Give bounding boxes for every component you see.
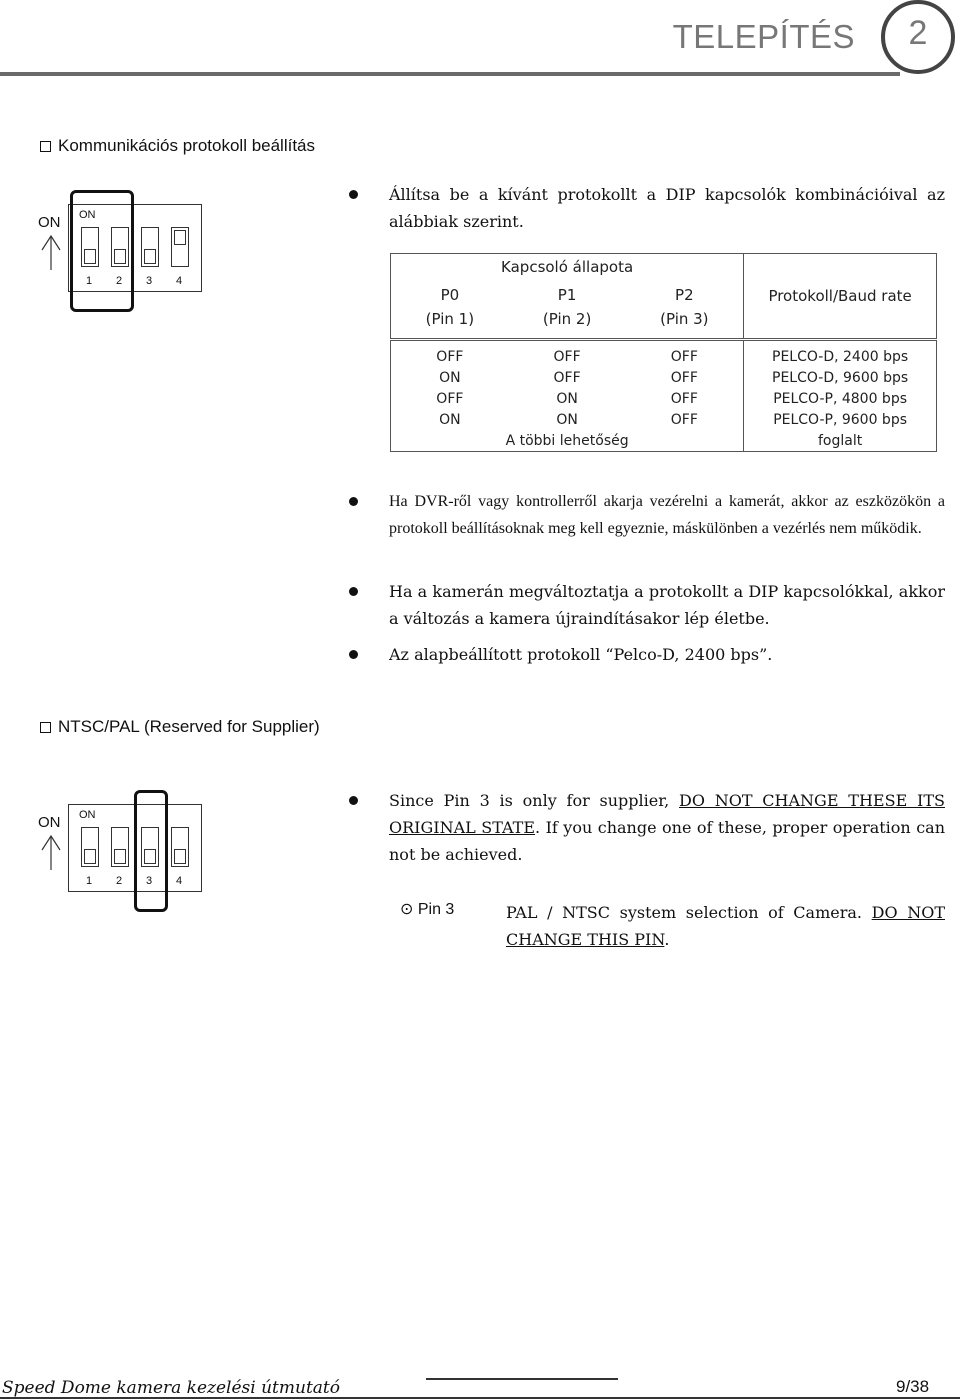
table-cell: OFF — [625, 340, 743, 368]
col-name: P1 — [557, 286, 577, 304]
bullet-item — [389, 578, 945, 632]
col-sub: (Pin 1) — [425, 310, 475, 328]
table-cell: OFF — [391, 340, 509, 368]
table-cell: PELCO-D, 9600 bps — [744, 367, 937, 388]
bullet-icon — [349, 497, 358, 506]
dip-pin-number: 2 — [116, 875, 123, 887]
pin-note-description — [506, 899, 945, 953]
dip-knob-4 — [174, 230, 186, 245]
dip-knob-4 — [174, 849, 186, 864]
table-row — [391, 367, 937, 388]
col-sub: (Pin 2) — [542, 310, 592, 328]
dip-slot-3 — [141, 227, 159, 267]
bullet-text: Ha DVR-ről vagy kontrollerről akarja vezérelni a kamerát, akkor az eszközökön a protokoll beállításoknak meg kell egyeznie, máskülönben a vezérlés nem működik. — [389, 493, 945, 537]
chapter-title: TELEPÍTÉS — [672, 18, 855, 55]
table-cell: PELCO-P, 9600 bps — [744, 409, 937, 430]
target-icon: ⊙ — [400, 901, 414, 918]
dip-on-marker: ON — [79, 809, 96, 821]
table-cell-other-label: A többi lehetőség — [391, 430, 744, 452]
bullet-icon — [349, 796, 358, 805]
chapter-number: 2 — [908, 14, 928, 52]
table-cell: OFF — [625, 409, 743, 430]
pin-note-text: PAL / NTSC system selection of Camera. — [506, 903, 872, 922]
protocol-table — [390, 253, 937, 452]
table-row-other — [391, 430, 937, 452]
section-heading-ntsc-pal — [40, 717, 320, 737]
table-col-header-p2 — [625, 276, 743, 340]
dip-pin-number: 4 — [176, 875, 183, 887]
highlight-frame-pins-1-2 — [70, 190, 134, 312]
col-name: P0 — [440, 286, 460, 304]
table-cell: OFF — [553, 369, 581, 386]
dip-pin-number: 3 — [146, 275, 153, 287]
col-name: P2 — [675, 286, 694, 304]
bullet-text: Ha a kamerán megváltoztatja a protokollt a DIP kapcsolókkal, akkor a változás a kamera újraindításakor lép életbe. — [389, 582, 945, 628]
bullet-icon — [349, 650, 358, 659]
bullet-text: Since Pin 3 is only for supplier, — [389, 791, 679, 810]
bullet-text: Az alapbeállított protokoll “Pelco-D, 2400 bps”. — [389, 645, 773, 664]
table-row — [391, 340, 937, 368]
dip-knob-1 — [84, 849, 96, 864]
dip-slot-4 — [171, 827, 189, 867]
on-direction-label: ON — [38, 814, 61, 831]
bullet-text: Állítsa be a kívánt protokollt a DIP kapcsolók kombinációival az alábbiak szerint. — [389, 185, 945, 231]
bullet-item — [389, 641, 945, 668]
dip-pin-number: 3 — [146, 875, 153, 887]
table-row — [391, 388, 937, 409]
section-heading-text: NTSC/PAL (Reserved for Supplier) — [58, 717, 320, 736]
up-arrow-icon — [40, 834, 62, 872]
dip-switch-diagram-1 — [36, 198, 206, 318]
table-protocol-header: Protokoll/Baud rate — [744, 254, 937, 340]
table-cell: OFF — [391, 388, 509, 409]
dip-pin-number: 2 — [116, 275, 123, 287]
footer-document-title: Speed Dome kamera kezelési útmutató — [2, 1378, 340, 1398]
dip-slot-2 — [111, 827, 129, 867]
up-arrow-icon — [40, 234, 62, 272]
table-cell: ON — [391, 409, 509, 430]
pin-note-pin: Pin 3 — [417, 901, 455, 918]
section-heading-protocol — [40, 136, 315, 156]
bullet-item — [389, 181, 945, 235]
table-cell: OFF — [553, 348, 581, 365]
dip-pin-number: 1 — [86, 875, 93, 887]
dip-switch-diagram-2 — [36, 798, 206, 918]
bullet-icon — [349, 190, 358, 199]
checkbox-icon — [40, 141, 51, 152]
footer-page-number: 9/38 — [896, 1377, 930, 1396]
dip-slot-4 — [171, 227, 189, 267]
highlight-frame-pin-3 — [134, 790, 168, 912]
table-col-header-p0 — [391, 276, 509, 340]
pin-note-text: . — [664, 930, 670, 949]
bullet-warning-text: DO NOT CHANGE THESE ITS ORIGINAL STATE — [389, 791, 945, 837]
checkbox-icon — [40, 722, 51, 733]
pin-note-warning: DO NOT CHANGE THIS PIN — [506, 903, 945, 949]
table-cell: PELCO-D, 2400 bps — [744, 340, 937, 368]
table-group-header: Kapcsoló állapota — [391, 254, 744, 277]
on-direction-label: ON — [38, 214, 61, 231]
bullet-icon — [349, 587, 358, 596]
bullet-item — [389, 488, 945, 542]
pin-note-label — [400, 899, 454, 919]
table-cell: OFF — [625, 388, 743, 409]
dip-slot-1 — [81, 827, 99, 867]
dip-pin-number: 4 — [176, 275, 183, 287]
bullet-item — [389, 787, 945, 868]
table-cell: ON — [556, 411, 578, 428]
header-rule — [0, 72, 900, 76]
col-sub: (Pin 3) — [660, 310, 709, 328]
table-row — [391, 409, 937, 430]
footer-rule — [426, 1378, 618, 1380]
bullet-text: . If you change one of these, proper operation can not be achieved. — [389, 818, 946, 864]
dip-on-marker: ON — [79, 209, 96, 221]
table-cell: ON — [391, 367, 509, 388]
section-heading-text: Kommunikációs protokoll beállítás — [58, 136, 316, 155]
table-col-header-p1 — [509, 276, 626, 340]
table-cell-other-value: foglalt — [744, 430, 937, 452]
table-cell: PELCO-P, 4800 bps — [744, 388, 937, 409]
dip-knob-2 — [114, 849, 126, 864]
dip-knob-3 — [144, 249, 156, 264]
dip-pin-number: 1 — [86, 275, 93, 287]
table-cell: ON — [556, 390, 578, 407]
table-cell: OFF — [625, 367, 743, 388]
